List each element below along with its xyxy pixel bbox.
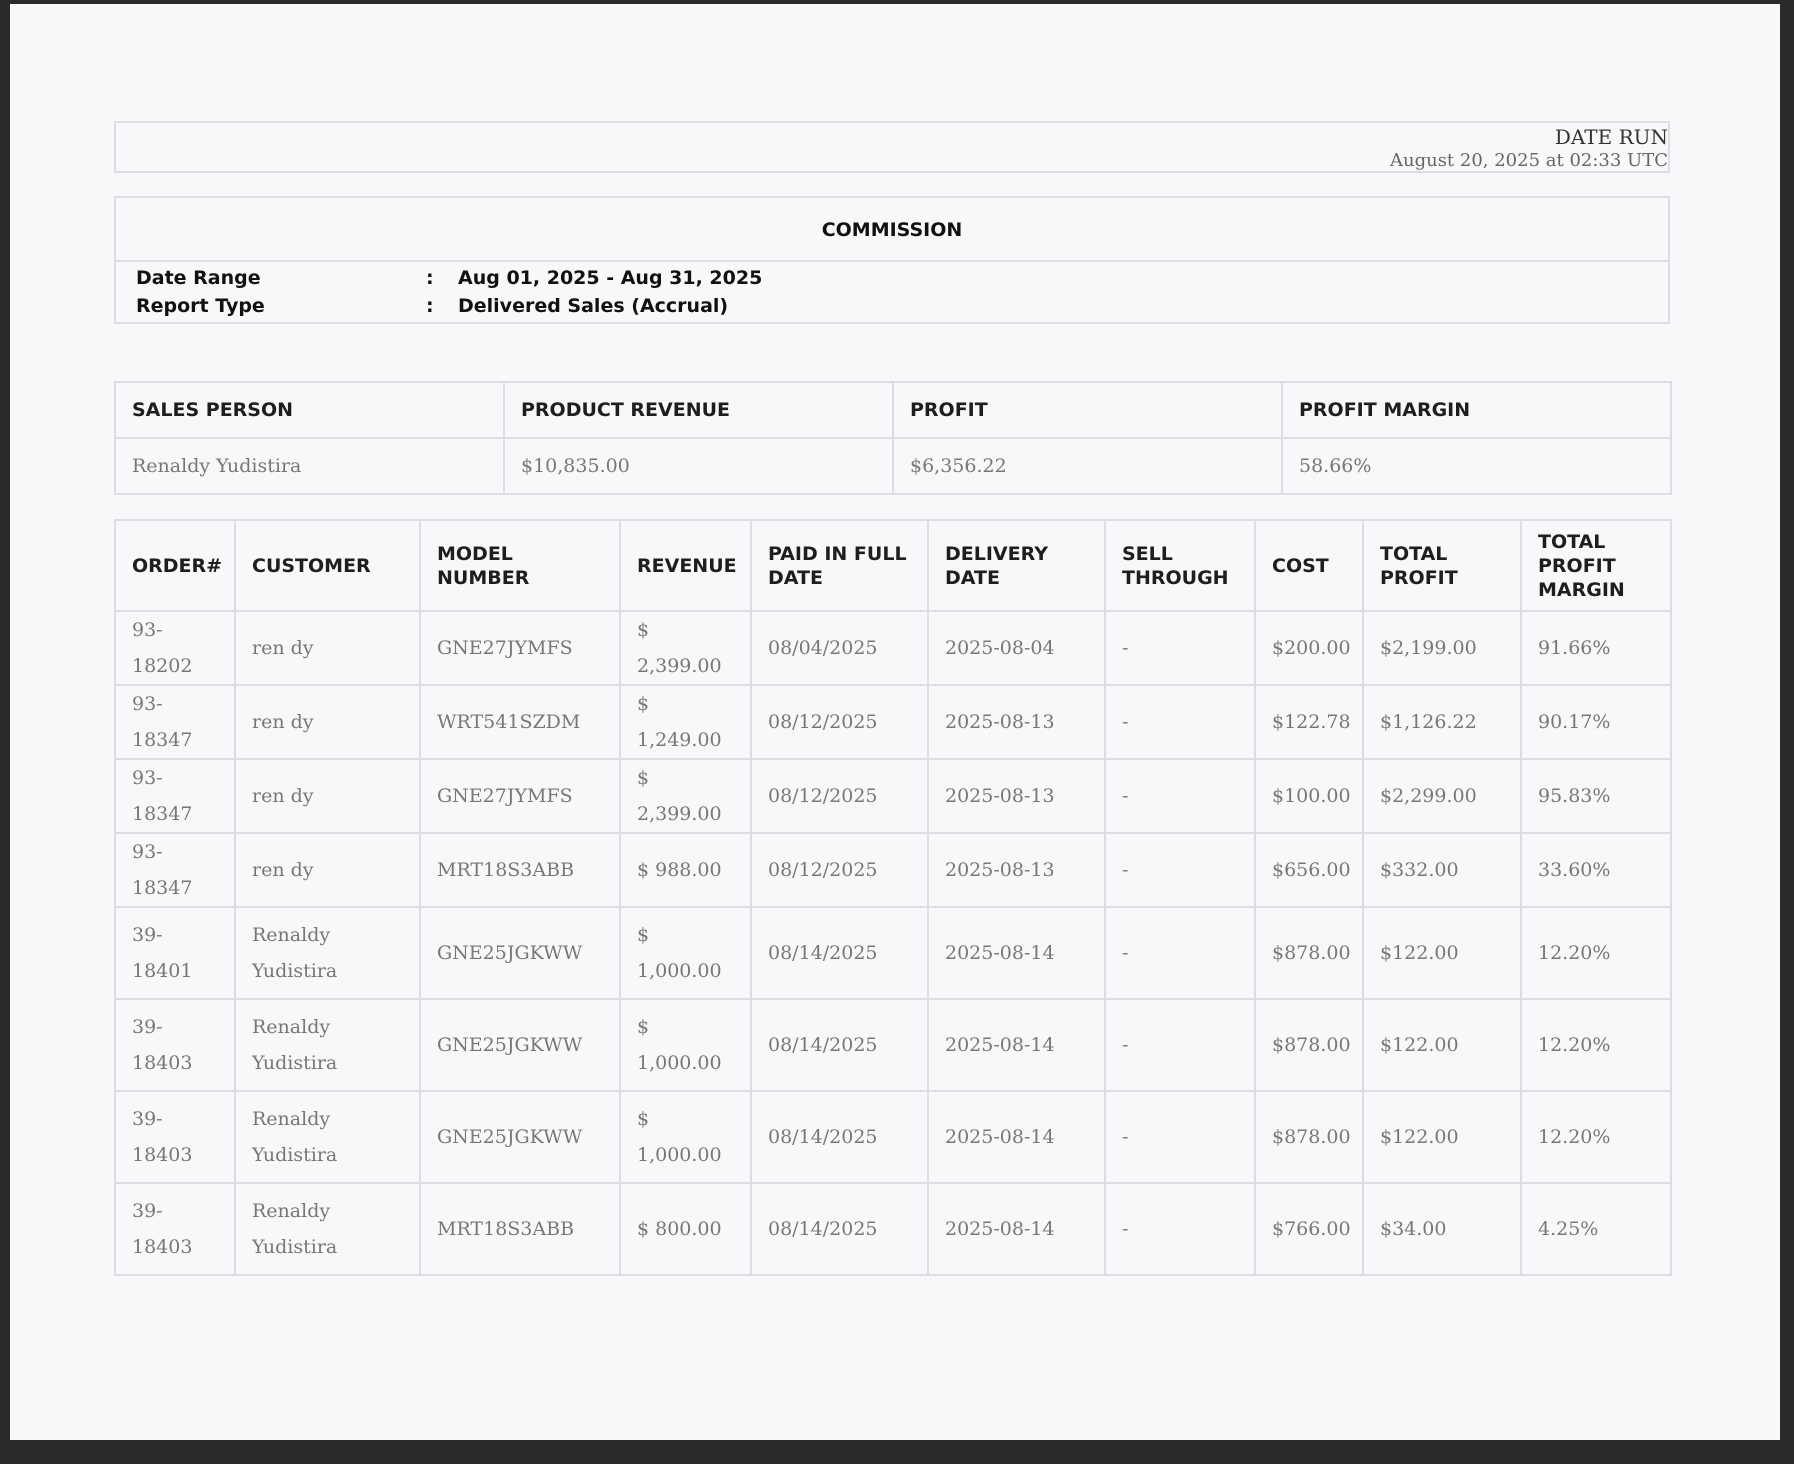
cell-cost: $656.00 (1255, 833, 1363, 907)
meta-key: Report Type (136, 295, 265, 317)
cell-delivery-date: 2025-08-14 (928, 1183, 1105, 1275)
cell-model-number: WRT541SZDM (420, 685, 620, 759)
summary-header-cell: PROFIT (893, 382, 1282, 438)
summary-cell: $10,835.00 (504, 438, 893, 494)
meta-row-date-range (136, 264, 1668, 292)
cell-revenue: $ 2,399.00 (620, 611, 751, 685)
meta-value: Aug 01, 2025 - Aug 31, 2025 (458, 267, 763, 289)
cell-total-profit: $332.00 (1363, 833, 1521, 907)
cell-paid-in-full-date: 08/14/2025 (751, 999, 928, 1091)
cell-cost: $878.00 (1255, 907, 1363, 999)
header-customer: CUSTOMER (235, 520, 420, 611)
cell-total-profit-margin: 91.66% (1521, 611, 1671, 685)
table-row (115, 685, 1671, 759)
cell-total-profit-margin: 33.60% (1521, 833, 1671, 907)
cell-customer: ren dy (235, 611, 420, 685)
cell-total-profit: $122.00 (1363, 1091, 1521, 1183)
summary-header-row (115, 382, 1671, 438)
meta-key: Date Range (136, 267, 261, 289)
cell-order-number: 39-18403 (115, 999, 235, 1091)
cell-order-number: 39-18403 (115, 1091, 235, 1183)
report-title: COMMISSION (116, 198, 1668, 262)
cell-customer: ren dy (235, 759, 420, 833)
summary-header-cell: PROFIT MARGIN (1282, 382, 1671, 438)
cell-total-profit: $122.00 (1363, 999, 1521, 1091)
cell-revenue: $ 1,249.00 (620, 685, 751, 759)
cell-total-profit: $122.00 (1363, 907, 1521, 999)
header-total-profit: TOTAL PROFIT (1363, 520, 1521, 611)
summary-cell: Renaldy Yudistira (115, 438, 504, 494)
summary-cell: $6,356.22 (893, 438, 1282, 494)
cell-delivery-date: 2025-08-04 (928, 611, 1105, 685)
cell-paid-in-full-date: 08/04/2025 (751, 611, 928, 685)
cell-order-number: 93-18347 (115, 685, 235, 759)
meta-row-report-type (136, 292, 1668, 320)
cell-paid-in-full-date: 08/12/2025 (751, 833, 928, 907)
header-delivery-date: DELIVERY DATE (928, 520, 1105, 611)
header-model-number: MODEL NUMBER (420, 520, 620, 611)
cell-order-number: 39-18401 (115, 907, 235, 999)
cell-customer: Renaldy Yudistira (235, 907, 420, 999)
cell-model-number: GNE25JGKWW (420, 907, 620, 999)
cell-customer: ren dy (235, 833, 420, 907)
summary-table (114, 381, 1672, 495)
cell-cost: $766.00 (1255, 1183, 1363, 1275)
cell-total-profit-margin: 12.20% (1521, 999, 1671, 1091)
cell-sell-through: - (1105, 685, 1255, 759)
cell-paid-in-full-date: 08/14/2025 (751, 1183, 928, 1275)
header-paid-in-full-date: PAID IN FULL DATE (751, 520, 928, 611)
date-run-label: DATE RUN (1554, 125, 1668, 149)
cell-customer: ren dy (235, 685, 420, 759)
cell-total-profit-margin: 95.83% (1521, 759, 1671, 833)
cell-delivery-date: 2025-08-13 (928, 685, 1105, 759)
cell-delivery-date: 2025-08-14 (928, 1091, 1105, 1183)
cell-paid-in-full-date: 08/12/2025 (751, 685, 928, 759)
cell-cost: $878.00 (1255, 1091, 1363, 1183)
cell-total-profit: $2,199.00 (1363, 611, 1521, 685)
cell-delivery-date: 2025-08-13 (928, 833, 1105, 907)
meta-separator: : (426, 295, 434, 317)
cell-sell-through: - (1105, 1091, 1255, 1183)
cell-model-number: MRT18S3ABB (420, 833, 620, 907)
meta-value: Delivered Sales (Accrual) (458, 295, 729, 317)
cell-cost: $200.00 (1255, 611, 1363, 685)
summary-cell: 58.66% (1282, 438, 1671, 494)
cell-model-number: GNE27JYMFS (420, 759, 620, 833)
cell-model-number: GNE27JYMFS (420, 611, 620, 685)
cell-revenue: $ 800.00 (620, 1183, 751, 1275)
meta-separator: : (426, 267, 434, 289)
cell-paid-in-full-date: 08/12/2025 (751, 759, 928, 833)
header-cost: COST (1255, 520, 1363, 611)
table-row (115, 999, 1671, 1091)
cell-sell-through: - (1105, 759, 1255, 833)
table-row (115, 1091, 1671, 1183)
orders-section (114, 519, 1670, 1276)
header-total-profit-margin: TOTAL PROFIT MARGIN (1521, 520, 1671, 611)
cell-order-number: 39-18403 (115, 1183, 235, 1275)
report-header (114, 196, 1670, 324)
header-sell-through: SELL THROUGH (1105, 520, 1255, 611)
cell-revenue: $ 2,399.00 (620, 759, 751, 833)
date-run-box (114, 121, 1670, 173)
orders-header-row (115, 520, 1671, 611)
cell-model-number: GNE25JGKWW (420, 1091, 620, 1183)
cell-total-profit-margin: 12.20% (1521, 1091, 1671, 1183)
cell-customer: Renaldy Yudistira (235, 1183, 420, 1275)
table-row (115, 833, 1671, 907)
cell-sell-through: - (1105, 611, 1255, 685)
cell-delivery-date: 2025-08-13 (928, 759, 1105, 833)
table-row (115, 907, 1671, 999)
cell-order-number: 93-18202 (115, 611, 235, 685)
cell-revenue: $ 1,000.00 (620, 1091, 751, 1183)
cell-total-profit-margin: 90.17% (1521, 685, 1671, 759)
cell-model-number: MRT18S3ABB (420, 1183, 620, 1275)
cell-sell-through: - (1105, 1183, 1255, 1275)
summary-row (115, 438, 1671, 494)
cell-cost: $100.00 (1255, 759, 1363, 833)
summary-header-cell: PRODUCT REVENUE (504, 382, 893, 438)
cell-revenue: $ 988.00 (620, 833, 751, 907)
cell-paid-in-full-date: 08/14/2025 (751, 907, 928, 999)
cell-sell-through: - (1105, 833, 1255, 907)
cell-total-profit: $1,126.22 (1363, 685, 1521, 759)
cell-cost: $122.78 (1255, 685, 1363, 759)
cell-order-number: 93-18347 (115, 759, 235, 833)
cell-order-number: 93-18347 (115, 833, 235, 907)
orders-table (114, 519, 1672, 1276)
cell-delivery-date: 2025-08-14 (928, 907, 1105, 999)
cell-sell-through: - (1105, 907, 1255, 999)
cell-revenue: $ 1,000.00 (620, 999, 751, 1091)
table-row (115, 1183, 1671, 1275)
cell-total-profit-margin: 4.25% (1521, 1183, 1671, 1275)
cell-cost: $878.00 (1255, 999, 1363, 1091)
cell-sell-through: - (1105, 999, 1255, 1091)
header-order-number: ORDER# (115, 520, 235, 611)
table-row (115, 759, 1671, 833)
summary-header-cell: SALES PERSON (115, 382, 504, 438)
cell-revenue: $ 1,000.00 (620, 907, 751, 999)
cell-customer: Renaldy Yudistira (235, 999, 420, 1091)
cell-delivery-date: 2025-08-14 (928, 999, 1105, 1091)
summary-section (114, 381, 1670, 495)
cell-total-profit: $2,299.00 (1363, 759, 1521, 833)
cell-total-profit-margin: 12.20% (1521, 907, 1671, 999)
cell-customer: Renaldy Yudistira (235, 1091, 420, 1183)
header-revenue: REVENUE (620, 520, 751, 611)
report-meta (116, 262, 1668, 320)
cell-paid-in-full-date: 08/14/2025 (751, 1091, 928, 1183)
cell-total-profit: $34.00 (1363, 1183, 1521, 1275)
cell-model-number: GNE25JGKWW (420, 999, 620, 1091)
date-run-value: August 20, 2025 at 02:33 UTC (1389, 150, 1668, 171)
table-row (115, 611, 1671, 685)
